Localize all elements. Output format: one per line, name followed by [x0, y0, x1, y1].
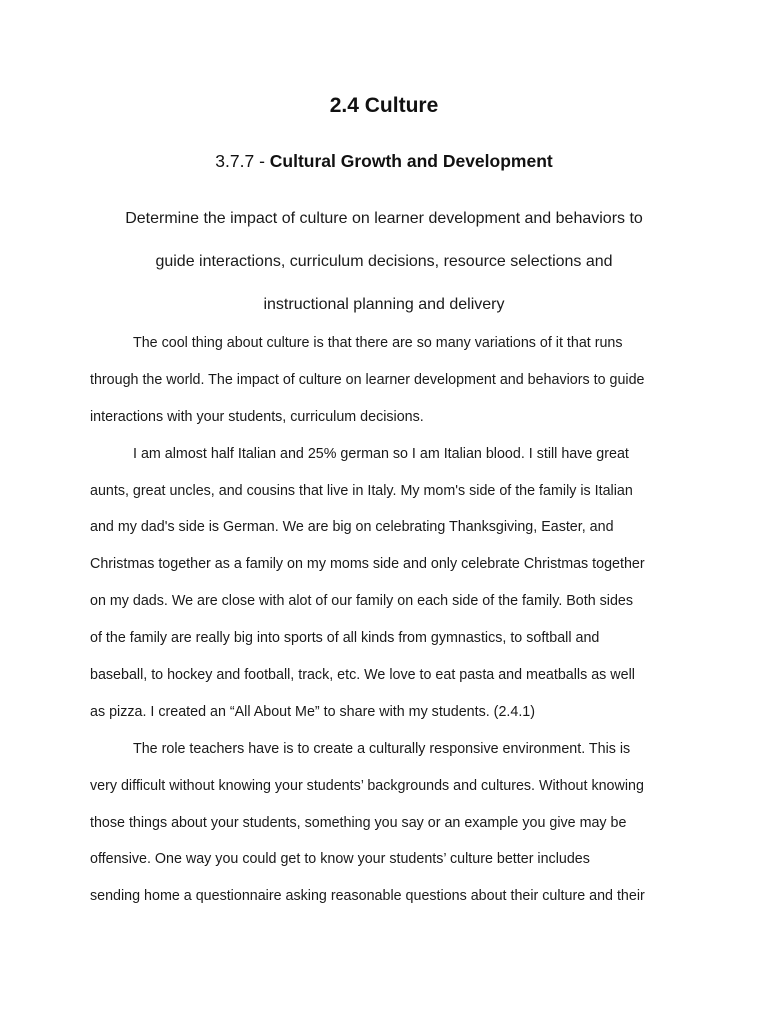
standard-line: Determine the impact of culture on learner development and behaviors to	[125, 210, 643, 227]
body-line: baseball, to hockey and football, track, etc. We love to eat pasta and meatballs as well	[90, 667, 635, 684]
body-line: those things about your students, something you say or an example you give may be	[90, 814, 627, 831]
body-line: of the family are really big into sports of all kinds from gymnastics, to softball and	[90, 630, 600, 647]
body-text	[90, 325, 690, 915]
body-line: Christmas together as a family on my moms side and only celebrate Christmas together	[90, 556, 645, 573]
section-title: 2.4 Culture	[329, 94, 439, 117]
body-line: The role teachers have is to create a culturally responsive environment. This is	[133, 740, 631, 757]
body-line: I am almost half Italian and 25% german so I am Italian blood. I still have great	[133, 445, 629, 462]
body-line: interactions with your students, curriculum decisions.	[90, 408, 424, 425]
standard-line: instructional planning and delivery	[263, 296, 505, 313]
body-line: as pizza. I created an “All About Me” to share with my students. (2.4.1)	[90, 703, 535, 720]
body-line: on my dads. We are close with alot of our family on each side of the family. Both sides	[90, 593, 634, 610]
body-line: The cool thing about culture is that there are so many variations of it that runs	[133, 335, 623, 351]
standard-statement	[80, 197, 688, 326]
body-line: through the world. The impact of culture on learner development and behaviors to guide	[90, 371, 645, 388]
body-line: offensive. One way you could get to know your students’ culture better includes	[90, 851, 590, 868]
body-line: aunts, great uncles, and cousins that live in Italy. My mom's side of the family is Italian	[90, 482, 633, 499]
subsection-heading	[0, 148, 768, 174]
subsection-number: 3.7.7 -	[215, 151, 270, 171]
body-line: and my dad's side is German. We are big on celebrating Thanksgiving, Easter, and	[90, 519, 614, 536]
subsection-title: Cultural Growth and Development	[269, 151, 553, 171]
body-line: very difficult without knowing your students’ backgrounds and cultures. Without knowing	[90, 777, 644, 794]
body-line: sending home a questionnaire asking reasonable questions about their culture and their	[90, 888, 645, 905]
standard-line: guide interactions, curriculum decisions, resource selections and	[155, 253, 613, 270]
